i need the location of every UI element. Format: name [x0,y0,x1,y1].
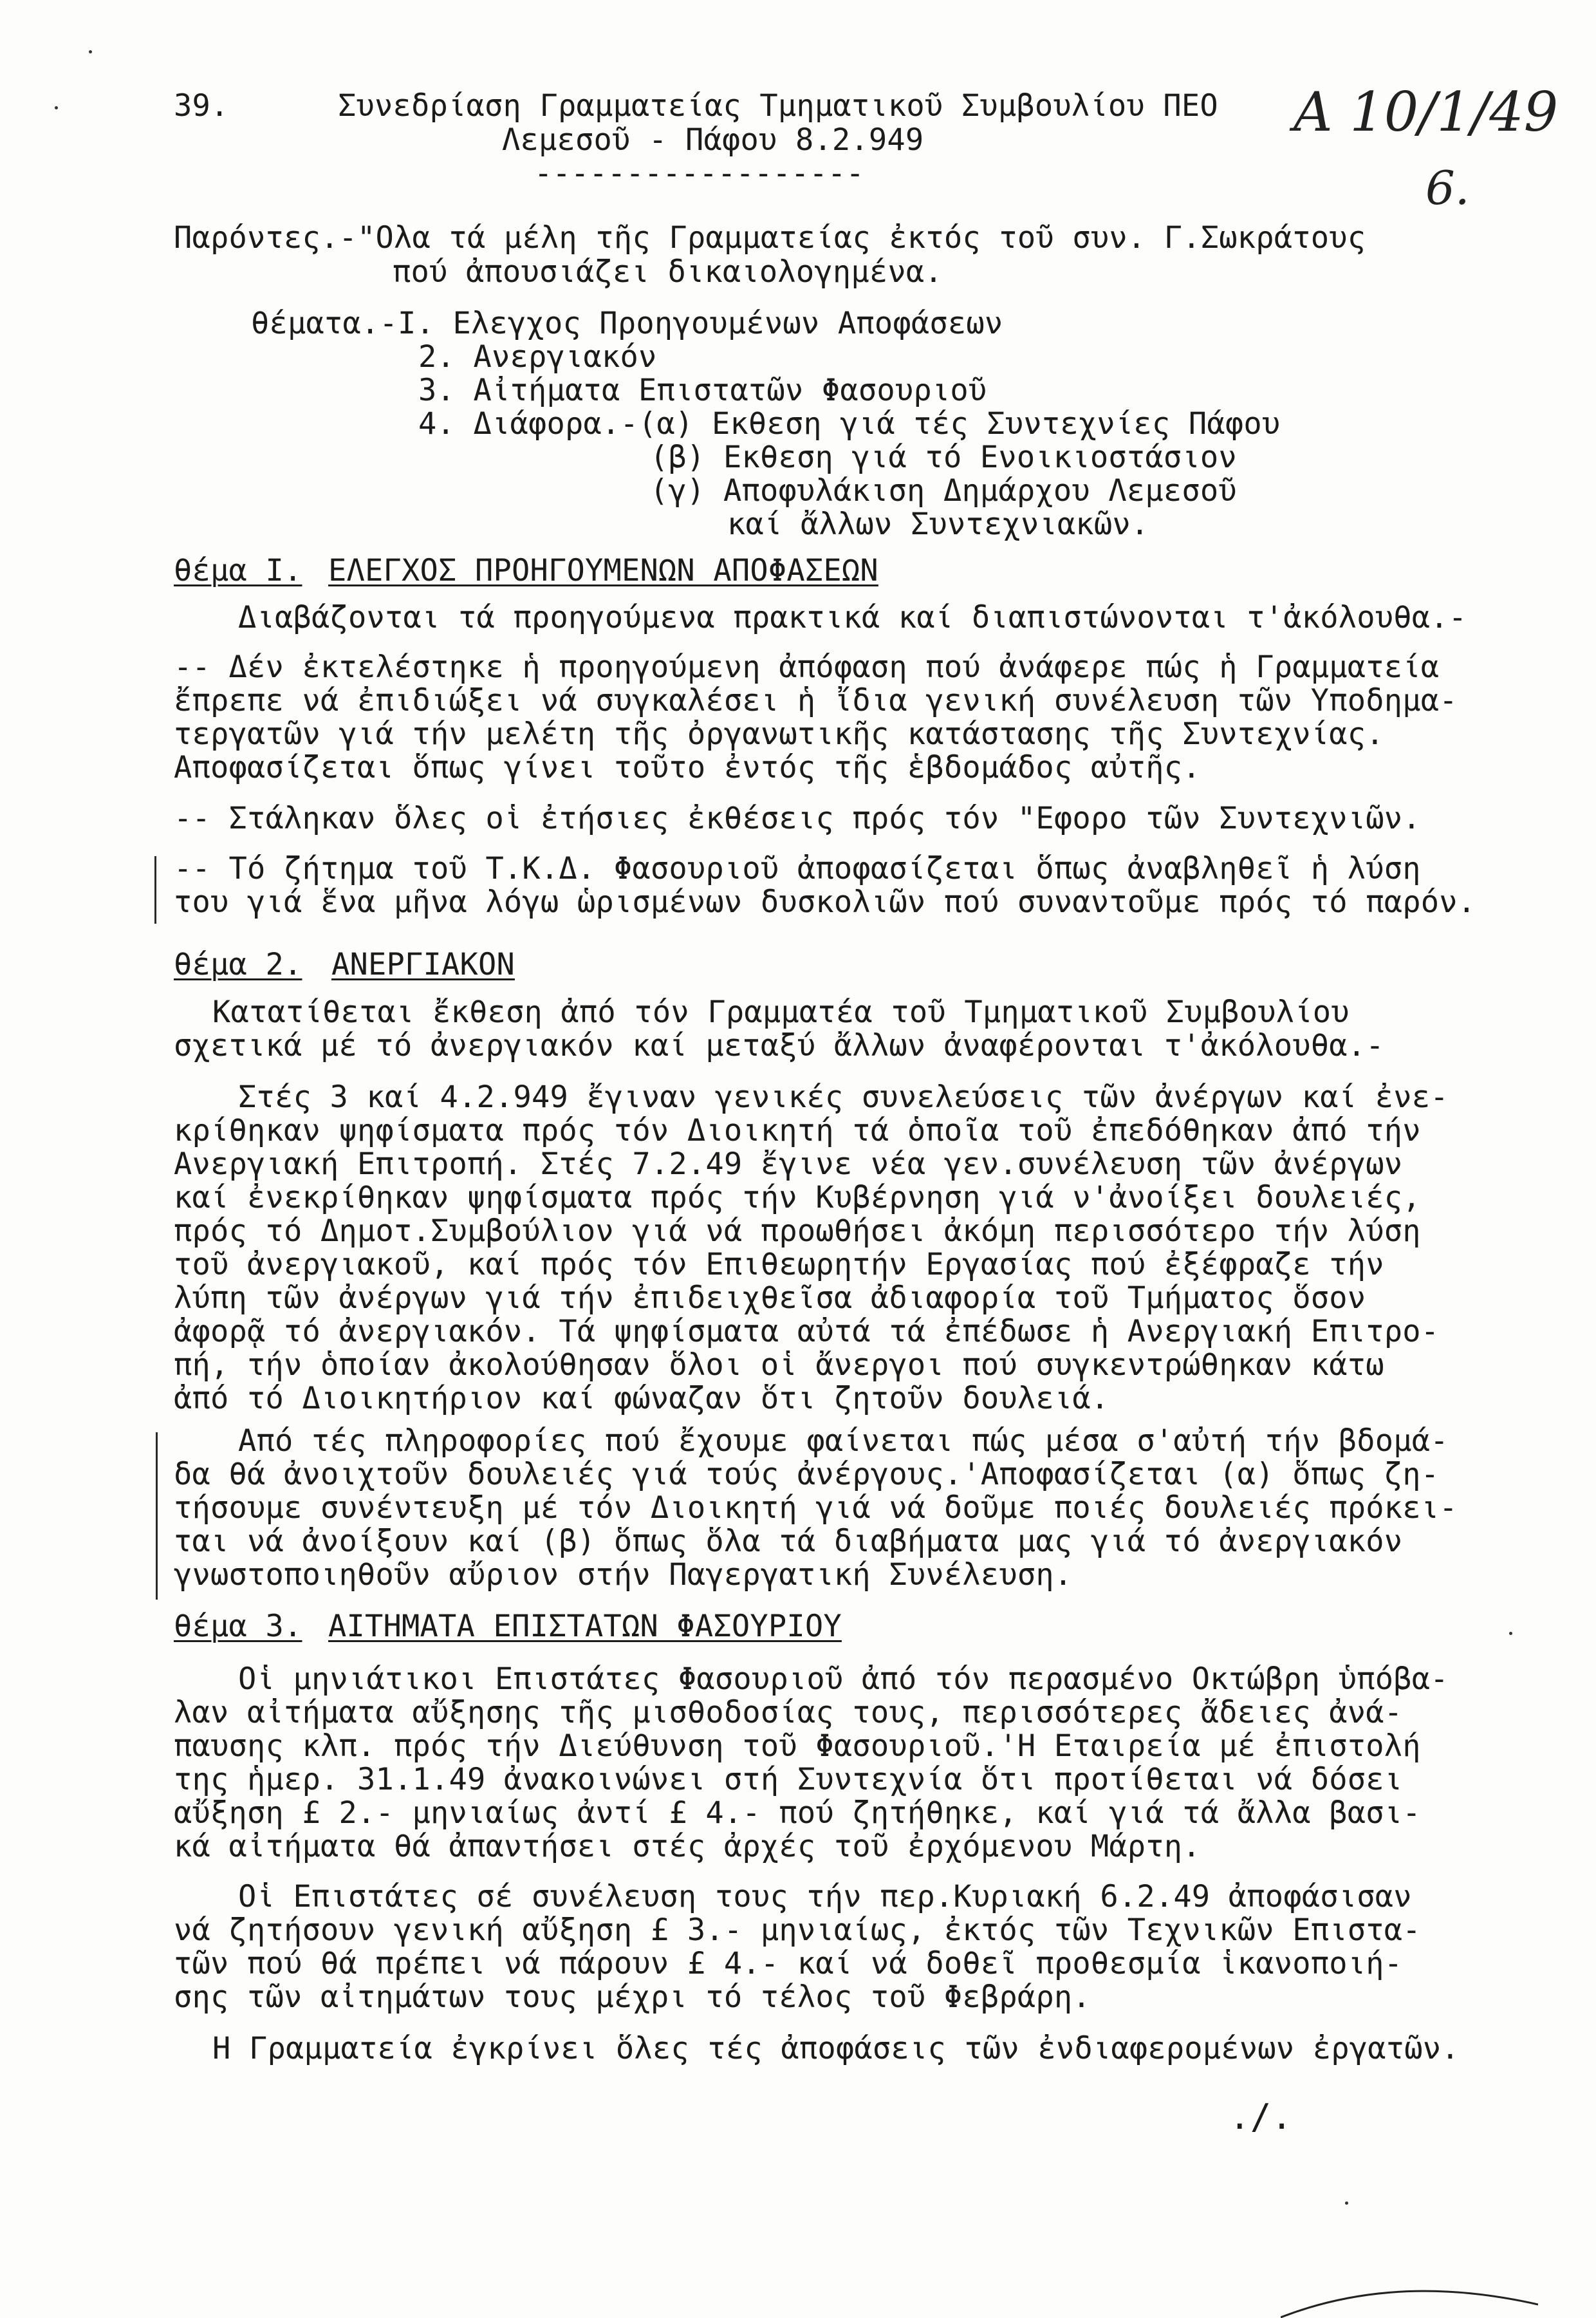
page-subtitle: Λεμεσοῦ - Πάφου 8.2.949 [502,122,924,158]
section-heading-prefix: θέμα 3. [174,1609,302,1644]
body-line: λαν αἰτήματα αὔξησης τῆς μισθοδοσίας τους, περισσότερες ἄδειες ἀνά- [174,1695,1403,1730]
agenda-item: 4. Διάφορα.-(α) Εκθεση γιά τές Συντεχνίες Πάφου [418,406,1281,442]
agenda-subitem: (β) Εκθεση γιά τό Ενοικιοστάσιον [650,440,1237,475]
body-line: παυσης κλπ. πρός τήν Διεύθυνση τοῦ Φασουριοῦ.'Η Εταιρεία μέ ἐπιστολή [174,1728,1421,1764]
body-line: πή, τήν ὁποίαν ἀκολούθησαν ὅλοι οἱ ἄνεργοι πού συγκεντρώθηκαν κάτω [174,1347,1384,1383]
body-line: Η Γραμματεία ἐγκρίνει ὅλες τές ἀποφάσεις τῶν ἐνδιαφερομένων ἐργατῶν. [212,2031,1460,2066]
margin-bar [154,856,156,924]
body-line: Οἱ Επιστάτες σέ συνέλευση τους τήν περ.Κυριακή 6.2.49 ἀποφάσισαν [238,1879,1412,1914]
minutes-number: 39. [174,88,229,124]
agenda-item: 3. Αἰτήματα Επιστατῶν Φασουριοῦ [418,373,987,408]
body-line: τοῦ ἀνεργιακοῦ, καί πρός τόν Επιθεωρητήν Εργασίας πού ἐξέφραζε τήν [174,1247,1384,1282]
continuation-mark: ./. [1229,2097,1293,2137]
body-line: κρίθηκαν ψηφίσματα πρός τόν Διοικητή τά ὁποῖα τοῦ ἐπεδόθηκαν ἀπό τήν [174,1113,1421,1148]
agenda-item: 2. Ανεργιακόν [418,339,657,375]
section-heading: ΑΙΤΗΜΑΤΑ ΕΠΙΣΤΑΤΩΝ ΦΑΣΟΥΡΙΟΥ [328,1609,842,1644]
body-line: Κατατίθεται ἔκθεση ἀπό τόν Γραμματέα τοῦ Τμηματικοῦ Συμβουλίου [212,995,1350,1030]
body-line: Στές 3 καί 4.2.949 ἔγιναν γενικές συνελεύσεις τῶν ἀνέργων καί ἐνε- [238,1080,1449,1115]
body-line: Διαβάζονται τά προηγούμενα πρακτικά καί διαπιστώνονται τ'ἀκόλουθα.- [238,600,1467,635]
body-line: γνωστοποιηθοῦν αὔριον στήν Παγεργατική Συνέλευση. [174,1557,1073,1593]
body-line: λύπη τῶν ἀνέργων γιά τήν ἐπιδειχθεῖσα ἀδιαφορία τοῦ Τμήματος ὅσον [174,1280,1366,1316]
body-line: -- Τό ζήτημα τοῦ Τ.Κ.Δ. Φασουριοῦ ἀποφασίζεται ὅπως ἀναβληθεῖ ἡ λύση [174,851,1421,886]
scan-speck [89,50,92,53]
body-line: ἀφορᾷ τό ἀνεργιακόν. Τά ψηφίσματα αὐτά τά ἐπέδωσε ἡ Ανεργιακή Επιτρο- [174,1314,1440,1349]
body-line: ἀπό τό Διοικητήριον καί φώναζαν ὅτι ζητοῦν δουλειά. [174,1381,1109,1416]
handwritten-reference: Α 10/1/49 [1294,80,1559,144]
body-line: καί ἐνεκρίθηκαν ψηφίσματα πρός τήν Κυβέρνηση γιά ν'ἀνοίξει δουλειές, [174,1180,1421,1215]
body-line: αὔξηση £ 2.- μηνιαίως ἀντί £ 4.- πού ζητήθηκε, καί γιά τά ἄλλα βασι- [174,1795,1421,1831]
body-line: ἔπρεπε νά ἐπιδιώξει νά συγκαλέσει ἡ ἴδια γενική συνέλευση τῶν Υποδημα- [174,683,1458,718]
section-heading: ΕΛΕΓΧΟΣ ΠΡΟΗΓΟΥΜΕΝΩΝ ΑΠΟΦΑΣΕΩΝ [328,553,878,588]
scan-speck [55,106,58,109]
body-line: νά ζητήσουν γενική αὔξηση £ 3.- μηνιαίως, ἐκτός τῶν Τεχνικῶν Επιστα- [174,1912,1421,1948]
body-line: Οἱ μηνιάτικοι Επιστάτες Φασουριοῦ ἀπό τόν περασμένο Οκτώβρη ὑπόβα- [238,1661,1449,1697]
margin-bar [156,1432,158,1600]
scan-speck [1345,2201,1348,2205]
agenda-item: θέματα.-Ι. Ελεγχος Προηγουμένων Αποφάσεων [251,306,1003,341]
section-heading-prefix: θέμα Ι. [174,553,302,588]
agenda-subitem: καί ἄλλων Συντεχνιακῶν. [727,507,1149,542]
body-line: -- Στάληκαν ὅλες οἱ ἐτήσιες ἐκθέσεις πρός τόν "Εφορο τῶν Συντεχνιῶν. [174,801,1421,836]
section-heading-prefix: θέμα 2. [174,947,302,982]
page-title: Συνεδρίαση Γραμματείας Τμηματικοῦ Συμβουλίου ΠΕΟ [338,88,1218,124]
attendance-line: Παρόντες.-"Ολα τά μέλη τῆς Γραμματείας ἐκτός τοῦ συν. Γ.Σωκράτους [174,220,1366,256]
body-line: ται νά ἀνοίξουν καί (β) ὅπως ὅλα τά διαβήματα μας γιά τό ἀνεργιακόν [174,1524,1403,1559]
attendance-line: πού ἀπουσιάζει δικαιολογημένα. [393,254,943,290]
body-line: Ανεργιακή Επιτροπή. Στές 7.2.49 ἔγινε νέα γεν.συνέλευση τῶν ἀνέργων [174,1146,1403,1182]
body-line: τήσουμε συνέντευξη μέ τόν Διοικητή γιά νά δοῦμε ποιές δουλειές πρόκει- [174,1490,1458,1526]
body-line: δα θά ἀνοιχτοῦν δουλειές γιά τούς ἀνέργους.'Αποφασίζεται (α) ὅπως ζη- [174,1457,1440,1492]
section-heading: ΑΝΕΡΓΙΑΚΟΝ [331,947,515,982]
body-line: σης τῶν αἰτημάτων τους μέχρι τό τέλος τοῦ Φεβράρη. [174,1979,1091,2015]
body-line: τῶν πού θά πρέπει νά πάρουν £ 4.- καί νά δοθεῖ προθεσμία ἱκανοποιή- [174,1946,1403,1981]
body-line: -- Δέν ἐκτελέστηκε ἡ προηγούμενη ἀπόφαση πού ἀνάφερε πώς ἡ Γραμματεία [174,650,1440,685]
body-line: τεργατῶν γιά τήν μελέτη τῆς ὀργανωτικῆς κατάστασης τῆς Συντεχνίας. [174,716,1384,752]
handwritten-mark: 6. [1425,161,1470,215]
body-line: πρός τό Δημοτ.Συμβούλιον γιά νά προωθήσει ἀκόμη περισσότερο τήν λύση [174,1213,1421,1249]
body-line: κά αἰτήματα θά ἀπαντήσει στές ἀρχές τοῦ ἐρχόμενου Μάρτη. [174,1829,1201,1864]
title-rule: ------------------ [534,156,864,191]
body-line: σχετικά μέ τό ἀνεργιακόν καί μεταξύ ἄλλων ἀναφέρονται τ'ἀκόλουθα.- [174,1028,1384,1063]
scan-edge-arc [1281,2279,1538,2318]
body-line: Από τές πληροφορίες πού ἔχουμε φαίνεται πώς μέσα σ'αὐτή τήν βδομά- [238,1423,1449,1459]
body-line: της ἡμερ. 31.1.49 ἀνακοινώνει στή Συντεχνία ὅτι προτίθεται νά δόσει [174,1762,1403,1797]
scan-speck [1509,1632,1512,1635]
body-line: του γιά ἕνα μῆνα λόγω ὡρισμένων δυσκολιῶν πού συναντοῦμε πρός τό παρόν. [174,884,1476,920]
agenda-subitem: (γ) Αποφυλάκιση Δημάρχου Λεμεσοῦ [650,473,1237,509]
body-line: Αποφασίζεται ὅπως γίνει τοῦτο ἐντός τῆς ἑβδομάδος αὐτῆς. [174,750,1201,785]
